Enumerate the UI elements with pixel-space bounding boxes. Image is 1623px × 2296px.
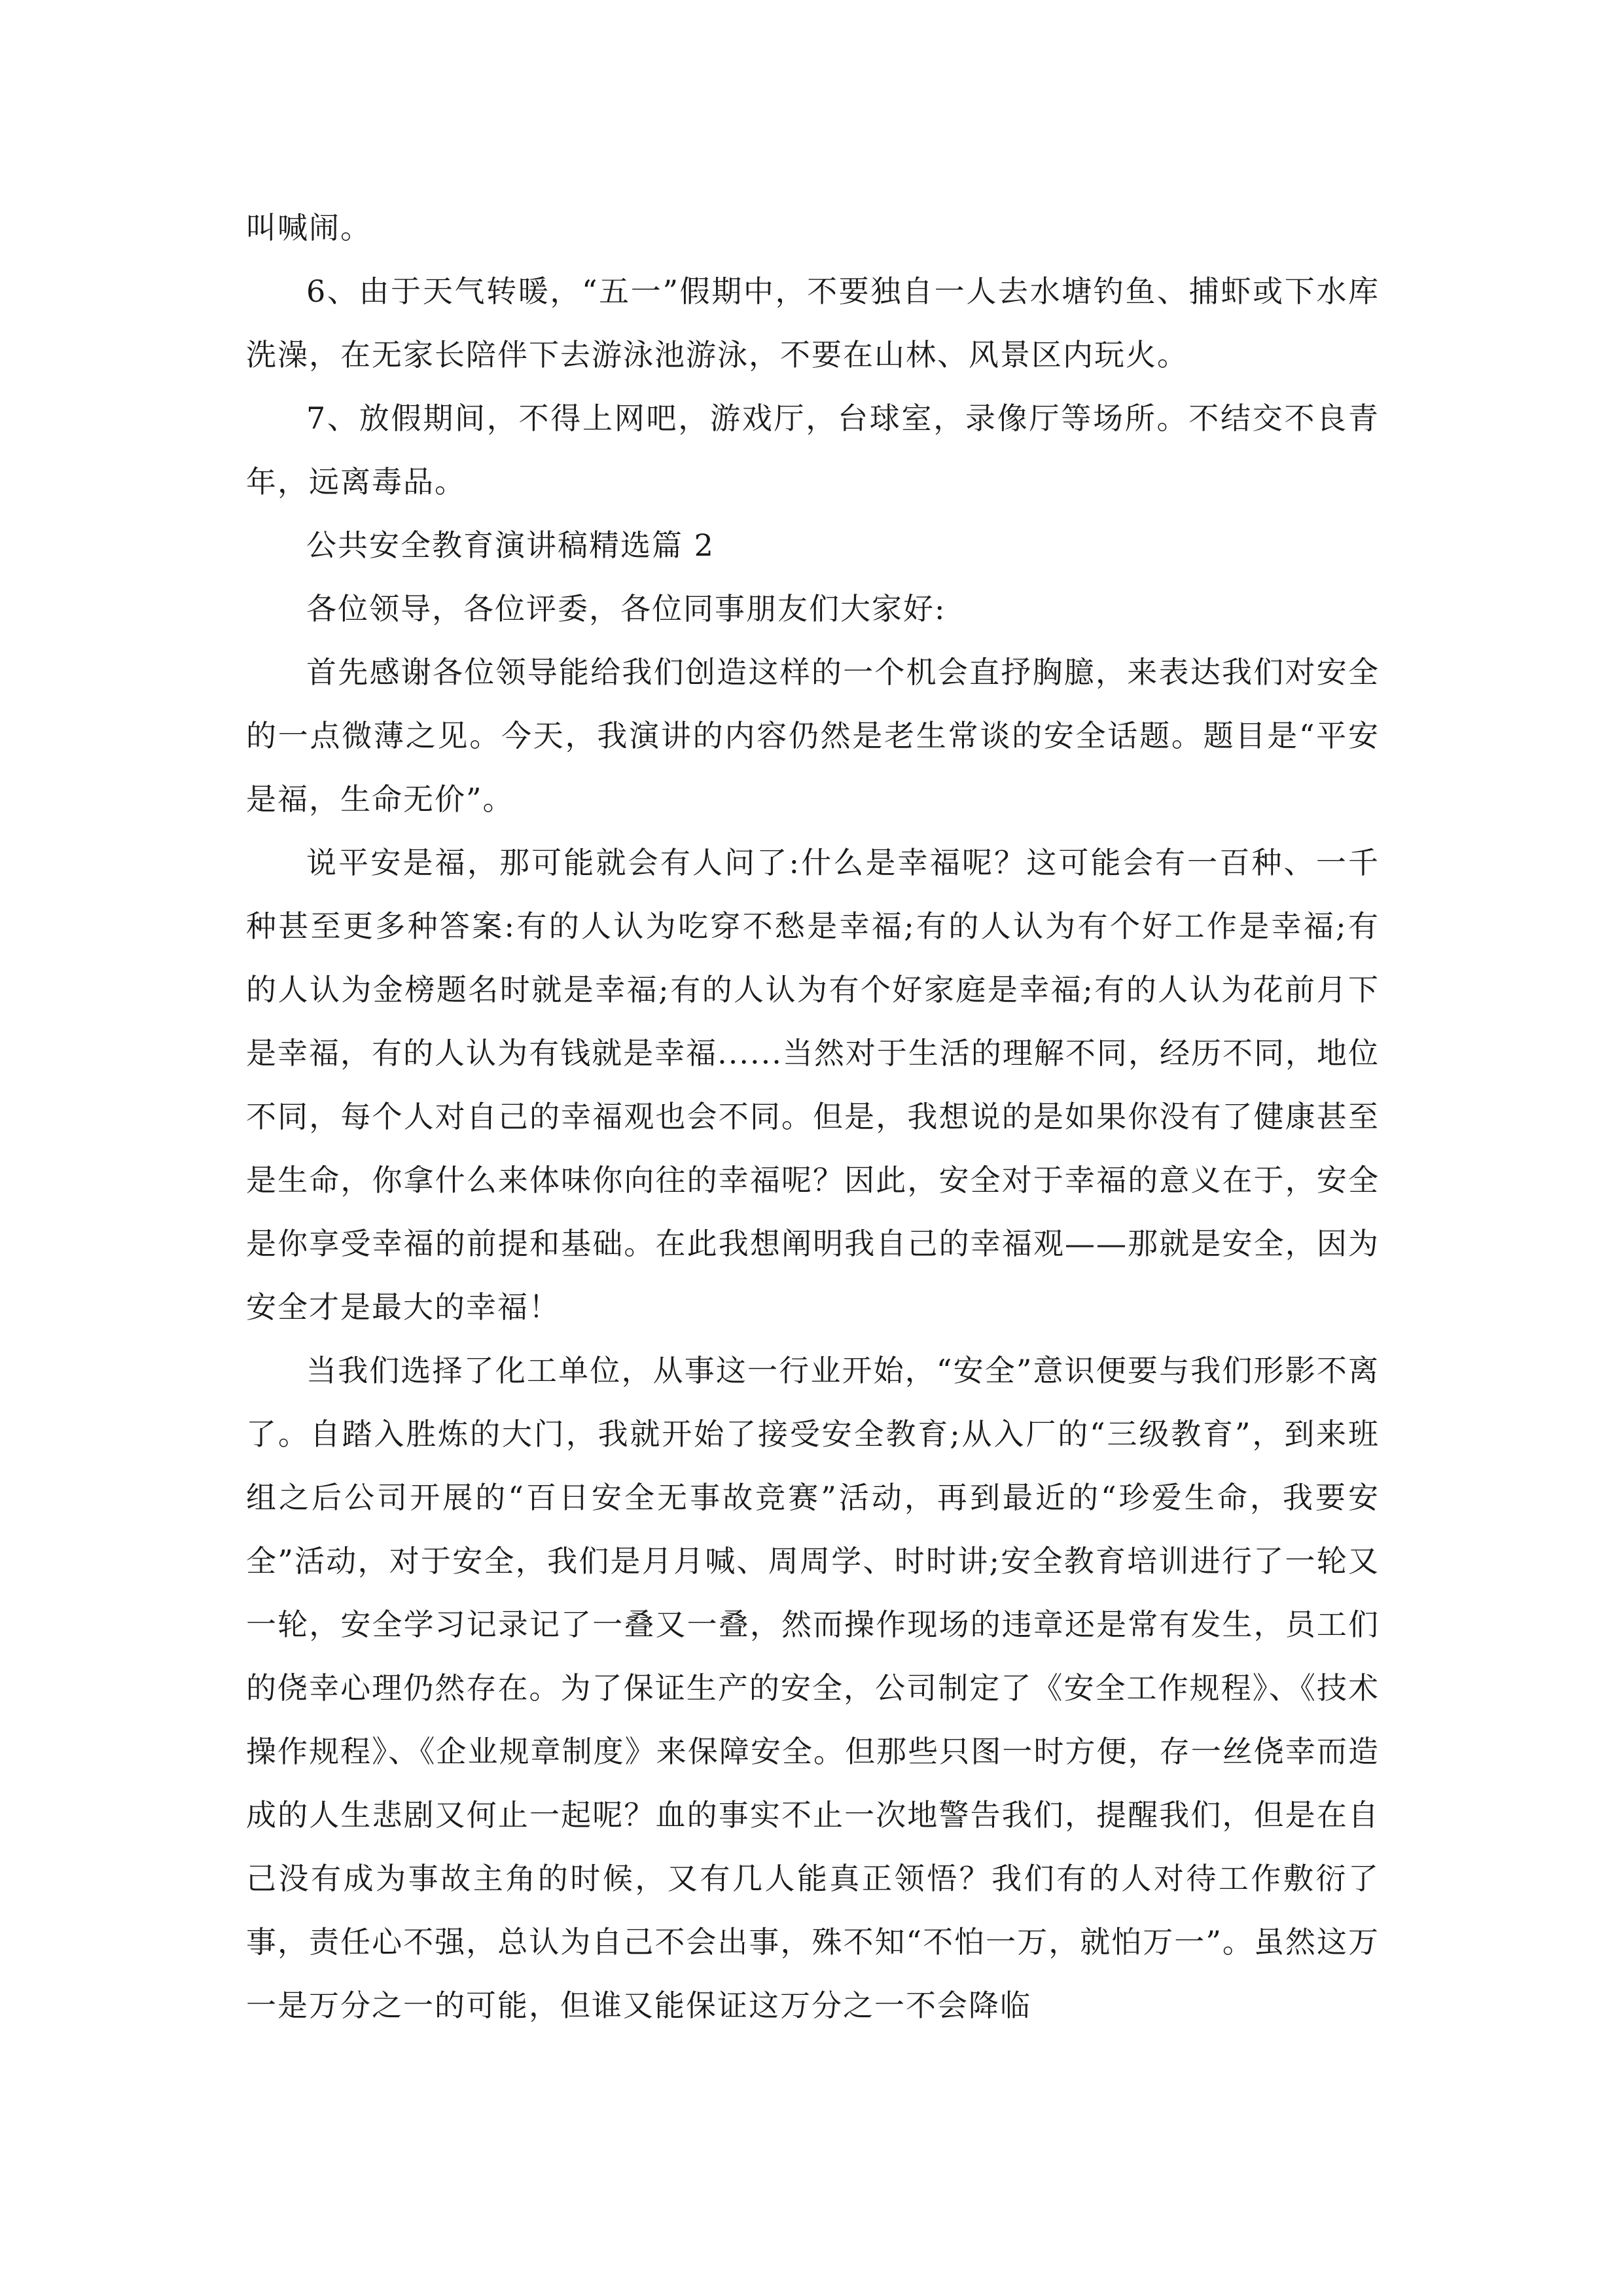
paragraph-greeting: 各位领导，各位评委，各位同事朋友们大家好:: [306, 591, 946, 626]
paragraph-intro: 首先感谢各位领导能给我们创造这样的一个机会直抒胸臆，来表达我们对安全的一点微薄之见。今天，我演讲的内容仍然是老生常谈的安全话题。题目是“平安是福，生命无价”。: [246, 655, 1380, 817]
paragraph-safety-education: 当我们选择了化工单位，从事这一行业开始，“安全”意识便要与我们形影不离了。自踏入胜炼的大门，我就开始了接受安全教育;从入厂的“三级教育”，到来班组之后公司开展的“百日安全无事故竞赛”活动，再到最近的“珍爱生命，我要安全”活动，对于安全，我们是月月喊、周周学、时时讲;安全教育培训进行了一轮又一轮，安全学习记录记了一叠又一叠，然而操作现场的违章还是常有发生，员工们的侥幸心理仍然存在。为了保证生产的安全，公司制定了《安全工作规程》、《技术操作规程》、《企业规章制度》来保障安全。但那些只图一时方便，存一丝侥幸而造成的人生悲剧又何止一起呢？血的事实不止一次地警告我们，提醒我们，但是在自己没有成为事故主角的时候，又有几人能真正领悟？我们有的人对待工作敷衍了事，责任心不强，总认为自己不会出事，殊不知“不怕一万，就怕万一”。虽然这万一是万分之一的可能，但谁又能保证这万分之一不会降临: [246, 1353, 1380, 2023]
paragraph-item-7: 7、放假期间，不得上网吧，游戏厅，台球室，录像厅等场所。不结交不良青年，远离毒品。: [246, 401, 1380, 499]
document-page: [246, 196, 1380, 2037]
paragraph-happiness: 说平安是福，那可能就会有人问了:什么是幸福呢？这可能会有一百种、一千种甚至更多种答案:有的人认为吃穿不愁是幸福;有的人认为有个好工作是幸福;有的人认为金榜题名时就是幸福;有的人认为有个好家庭是幸福;有的人认为花前月下是幸福，有的人认为有钱就是幸福......当然对于生活的理解不同，经历不同，地位不同，每个人对自己的幸福观也会不同。但是，我想说的是如果你没有了健康甚至是生命，你拿什么来体味你向往的幸福呢？因此，安全对于幸福的意义在于，安全是你享受幸福的前提和基础。在此我想阐明我自己的幸福观——那就是安全，因为安全才是最大的幸福！: [246, 845, 1380, 1325]
section-heading: 公共安全教育演讲稿精选篇 2: [306, 528, 715, 563]
paragraph-item-6: 6、由于天气转暖，“五一”假期中，不要独自一人去水塘钓鱼、捕虾或下水库洗澡，在无家长陪伴下去游泳池游泳，不要在山林、风景区内玩火。: [246, 274, 1380, 372]
paragraph-continuation: 叫喊闹。: [246, 210, 372, 245]
